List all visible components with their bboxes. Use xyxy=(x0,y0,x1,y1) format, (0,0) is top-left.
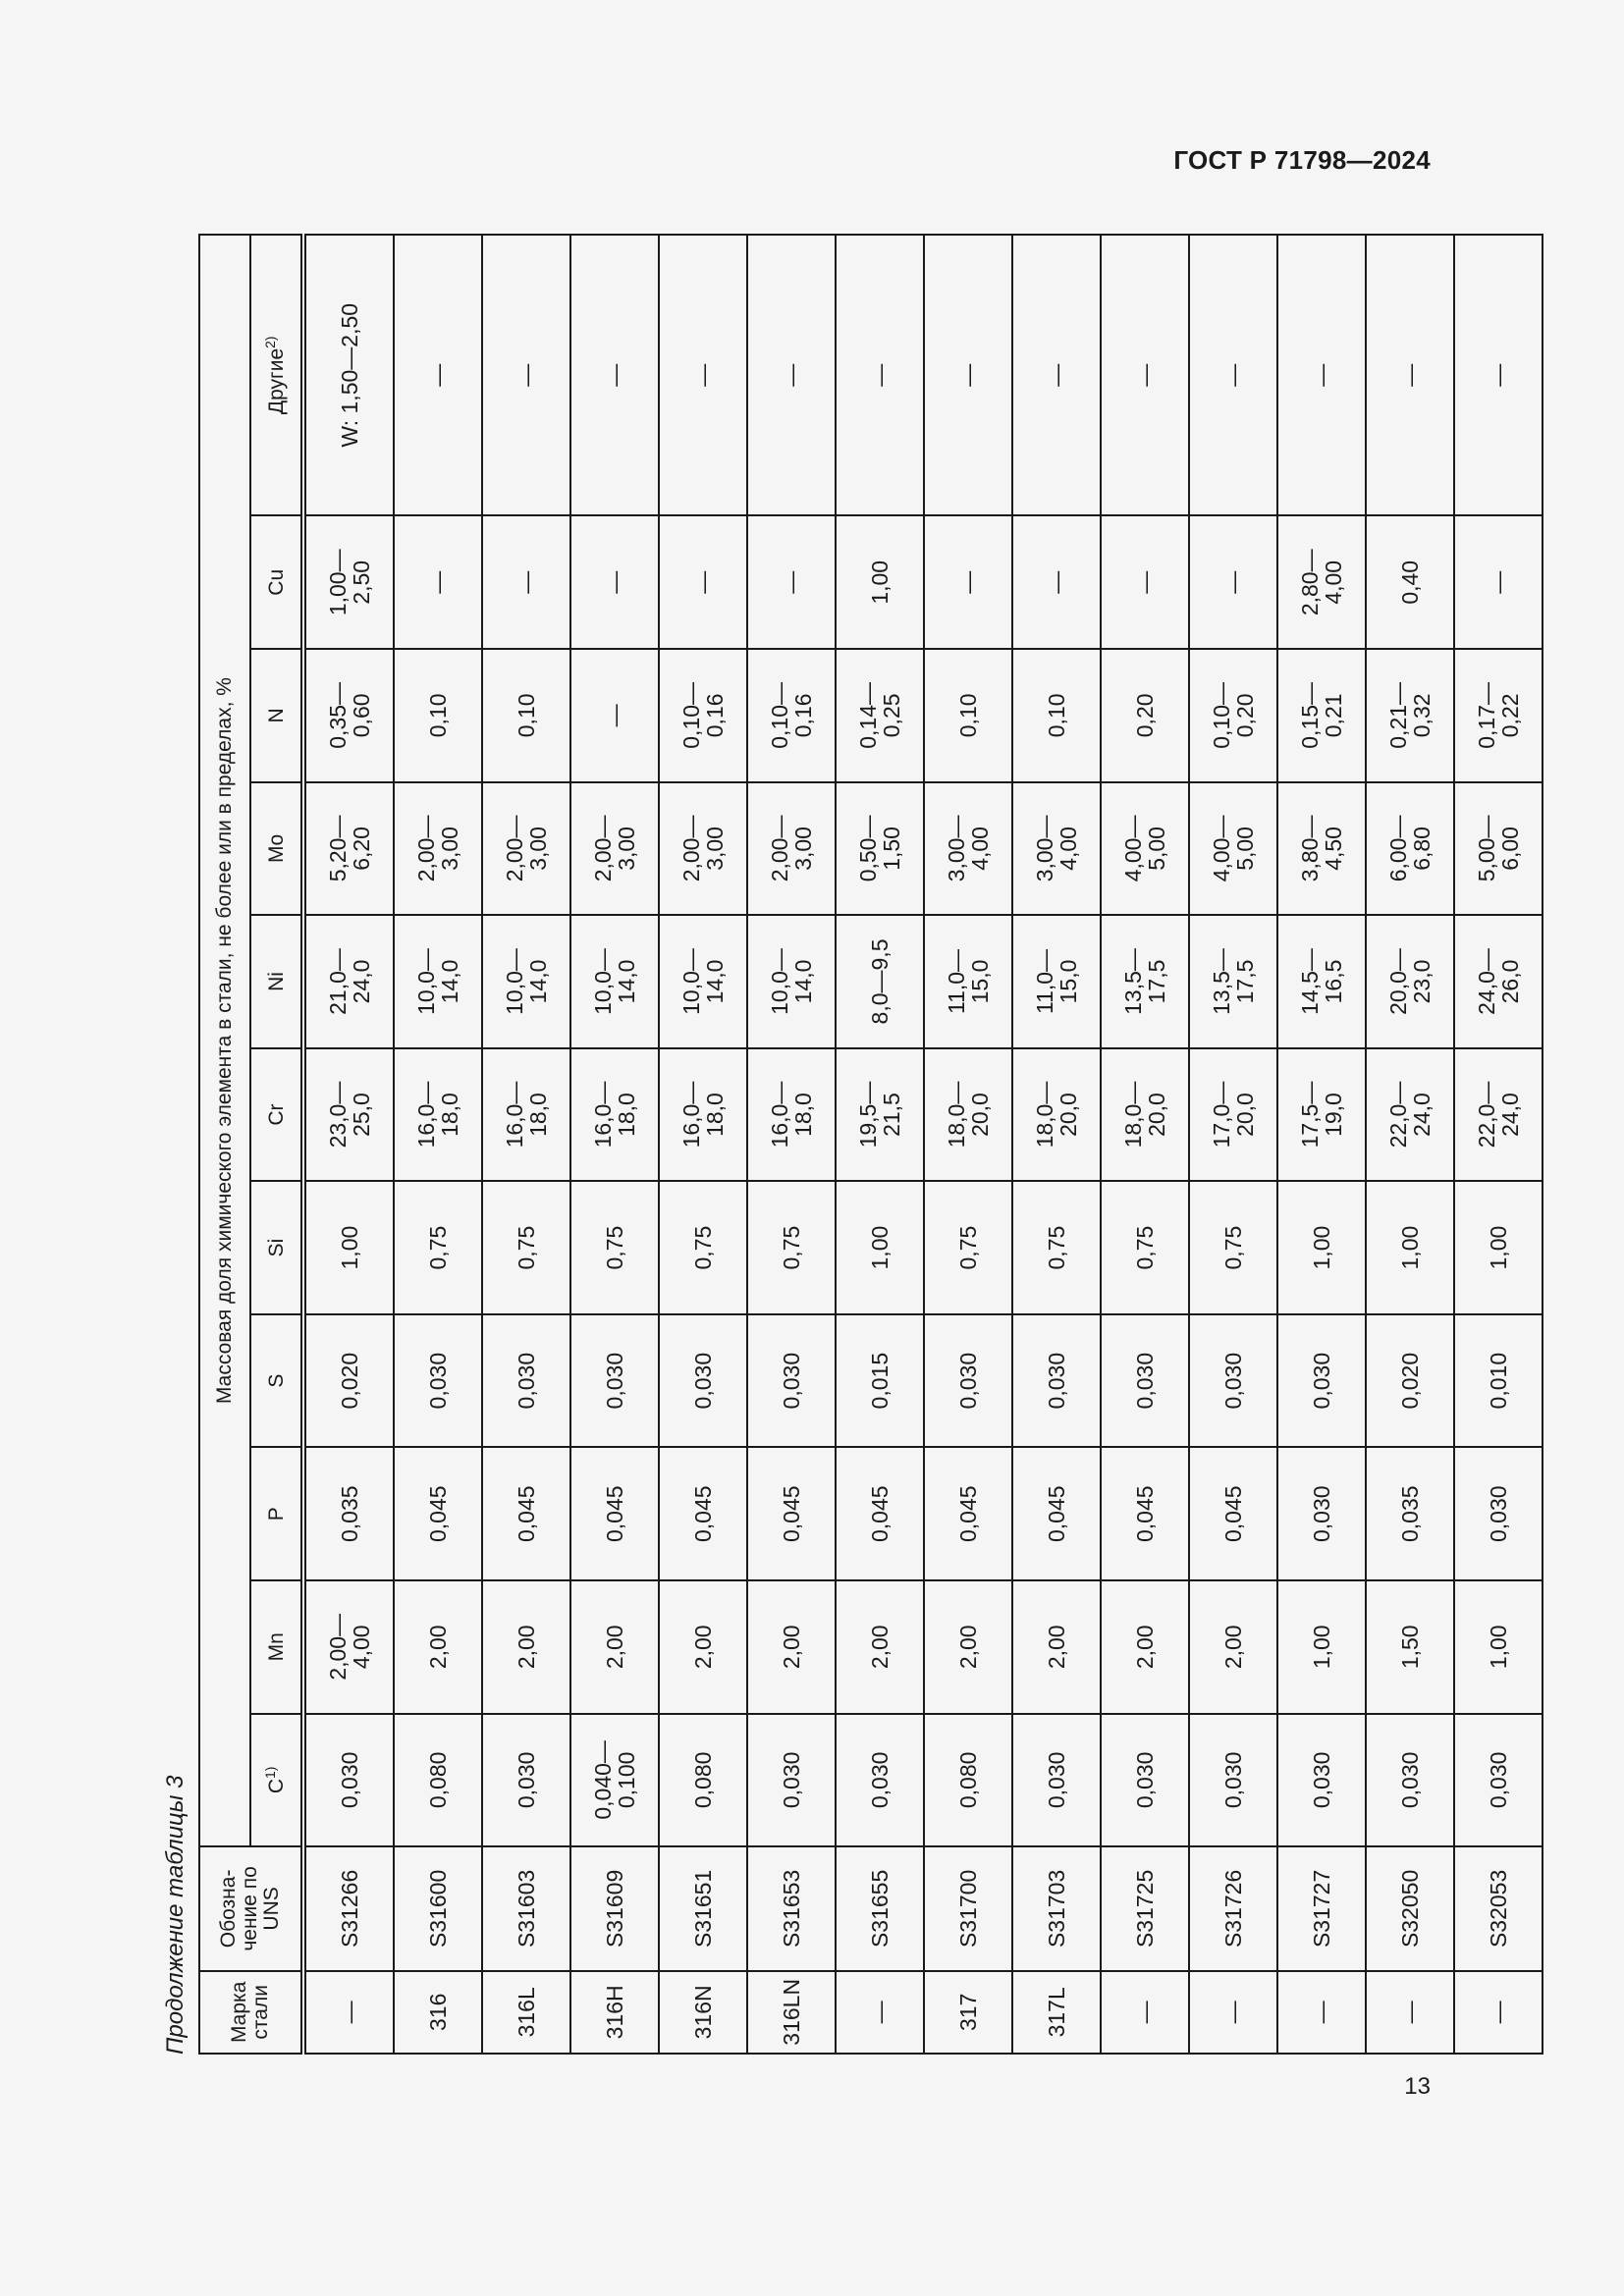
cell-value: — xyxy=(1012,516,1101,650)
cell-grade: — xyxy=(1189,1971,1277,2054)
cell-value: 1,00 xyxy=(1366,1181,1454,1314)
cell-value: 16,0— 18,0 xyxy=(394,1048,482,1182)
cell-value: 0,030 xyxy=(1189,1314,1277,1448)
cell-value: 0,030 xyxy=(1366,1714,1454,1847)
cell-value: 2,00 xyxy=(836,1580,924,1714)
cell-value: 0,15— 0,21 xyxy=(1277,649,1366,782)
table-row xyxy=(659,235,747,2054)
cell-value: 0,030 xyxy=(747,1314,836,1448)
cell-value: 0,17— 0,22 xyxy=(1454,649,1543,782)
cell-value: 0,030 xyxy=(924,1314,1012,1448)
cell-grade: — xyxy=(303,1971,394,2054)
header-uns: Обозна- чение по UNS xyxy=(199,1846,303,1971)
cell-value: 0,045 xyxy=(570,1447,659,1580)
cell-grade: 316H xyxy=(570,1971,659,2054)
cell-value: 0,030 xyxy=(1277,1447,1366,1580)
cell-value: 0,50— 1,50 xyxy=(836,782,924,916)
table-row xyxy=(1277,235,1366,2054)
cell-value: — xyxy=(394,516,482,650)
cell-grade: — xyxy=(1454,1971,1543,2054)
cell-value: 0,10— 0,20 xyxy=(1189,649,1277,782)
cell-value: 0,020 xyxy=(303,1314,394,1448)
cell-value: 0,75 xyxy=(1012,1181,1101,1314)
table-row xyxy=(1012,235,1101,2054)
cell-value: 0,010 xyxy=(1454,1314,1543,1448)
table-caption: Продолжение таблицы 3 xyxy=(162,1775,189,2055)
cell-value: 0,20 xyxy=(1101,649,1189,782)
cell-value: 0,75 xyxy=(924,1181,1012,1314)
cell-value: 2,00 xyxy=(747,1580,836,1714)
cell-grade: 316 xyxy=(394,1971,482,2054)
cell-value: 0,030 xyxy=(1101,1314,1189,1448)
cell-value: 16,0— 18,0 xyxy=(482,1048,570,1182)
cell-value: 0,045 xyxy=(1101,1447,1189,1580)
cell-grade: — xyxy=(1277,1971,1366,2054)
cell-grade: 316N xyxy=(659,1971,747,2054)
header-element: N xyxy=(250,649,303,782)
cell-value: 3,00— 4,00 xyxy=(924,782,1012,916)
cell-value: — xyxy=(570,235,659,516)
cell-value: 22,0— 24,0 xyxy=(1366,1048,1454,1182)
cell-value: 0,030 xyxy=(570,1314,659,1448)
cell-value: 0,75 xyxy=(1189,1181,1277,1314)
cell-value: 14,5— 16,5 xyxy=(1277,915,1366,1048)
cell-value: 23,0— 25,0 xyxy=(303,1048,394,1182)
header-element: Si xyxy=(250,1181,303,1314)
cell-value: 1,00 xyxy=(1277,1580,1366,1714)
cell-value: 1,00 xyxy=(836,1181,924,1314)
cell-value: 0,10 xyxy=(482,649,570,782)
cell-value: 8,0—9,5 xyxy=(836,915,924,1048)
cell-uns: S31725 xyxy=(1101,1846,1189,1971)
cell-value: 2,00— 3,00 xyxy=(659,782,747,916)
cell-value: 18,0— 20,0 xyxy=(1101,1048,1189,1182)
steel-composition-table xyxy=(198,234,1543,2055)
cell-value: 0,10— 0,16 xyxy=(659,649,747,782)
cell-value: 0,030 xyxy=(482,1714,570,1847)
cell-uns: S32053 xyxy=(1454,1846,1543,1971)
cell-value: 0,75 xyxy=(1101,1181,1189,1314)
cell-value: 5,00— 6,00 xyxy=(1454,782,1543,916)
cell-uns: S31655 xyxy=(836,1846,924,1971)
cell-value: 21,0— 24,0 xyxy=(303,915,394,1048)
cell-value: — xyxy=(570,649,659,782)
cell-value: — xyxy=(1189,516,1277,650)
cell-value: 0,035 xyxy=(1366,1447,1454,1580)
cell-uns: S31726 xyxy=(1189,1846,1277,1971)
cell-value: 1,00— 2,50 xyxy=(303,516,394,650)
cell-value: — xyxy=(924,235,1012,516)
cell-value: 0,75 xyxy=(482,1181,570,1314)
cell-value: 5,20— 6,20 xyxy=(303,782,394,916)
cell-value: 3,80— 4,50 xyxy=(1277,782,1366,916)
cell-grade: 317L xyxy=(1012,1971,1101,2054)
table-row xyxy=(924,235,1012,2054)
header-element: P xyxy=(250,1447,303,1580)
document-code: ГОСТ Р 71798—2024 xyxy=(1173,145,1431,175)
header-element: Другие$^{2)}$ xyxy=(250,235,303,516)
cell-value: 2,00 xyxy=(659,1580,747,1714)
header-grade: Марка стали xyxy=(199,1971,303,2054)
header-element: S xyxy=(250,1314,303,1448)
cell-value: 2,00 xyxy=(1189,1580,1277,1714)
cell-value: 18,0— 20,0 xyxy=(1012,1048,1101,1182)
cell-value: 0,10 xyxy=(394,649,482,782)
cell-value: 0,045 xyxy=(747,1447,836,1580)
table-row xyxy=(482,235,570,2054)
cell-value: 22,0— 24,0 xyxy=(1454,1048,1543,1182)
cell-value: 0,040— 0,100 xyxy=(570,1714,659,1847)
header-element: Mn xyxy=(250,1580,303,1714)
cell-value: 0,015 xyxy=(836,1314,924,1448)
table-row xyxy=(303,235,394,2054)
cell-uns: S31603 xyxy=(482,1846,570,1971)
cell-value: 0,030 xyxy=(1454,1714,1543,1847)
cell-value: 0,030 xyxy=(1189,1714,1277,1847)
cell-value: — xyxy=(482,516,570,650)
cell-value: — xyxy=(1277,235,1366,516)
cell-value: 2,00 xyxy=(1012,1580,1101,1714)
cell-value: 0,045 xyxy=(1189,1447,1277,1580)
cell-value: 6,00— 6,80 xyxy=(1366,782,1454,916)
cell-value: — xyxy=(394,235,482,516)
cell-value: 0,080 xyxy=(924,1714,1012,1847)
table-row xyxy=(747,235,836,2054)
cell-value: 16,0— 18,0 xyxy=(570,1048,659,1182)
header-element: Cu xyxy=(250,516,303,650)
cell-value: 2,00— 3,00 xyxy=(394,782,482,916)
cell-uns: S31700 xyxy=(924,1846,1012,1971)
cell-value: 0,045 xyxy=(659,1447,747,1580)
cell-value: 10,0— 14,0 xyxy=(659,915,747,1048)
cell-value: 0,045 xyxy=(1012,1447,1101,1580)
cell-value: 0,045 xyxy=(924,1447,1012,1580)
cell-value: — xyxy=(1454,235,1543,516)
cell-value: 0,030 xyxy=(1277,1714,1366,1847)
cell-value: 10,0— 14,0 xyxy=(570,915,659,1048)
cell-value: — xyxy=(1366,235,1454,516)
cell-value: 0,40 xyxy=(1366,516,1454,650)
cell-uns: S32050 xyxy=(1366,1846,1454,1971)
cell-value: — xyxy=(482,235,570,516)
cell-value: 24,0— 26,0 xyxy=(1454,915,1543,1048)
cell-grade: 317 xyxy=(924,1971,1012,2054)
cell-value: 17,0— 20,0 xyxy=(1189,1048,1277,1182)
page-number: 13 xyxy=(1404,2073,1431,2100)
cell-value: 0,030 xyxy=(836,1714,924,1847)
cell-value: 1,00 xyxy=(1454,1181,1543,1314)
cell-value: 0,030 xyxy=(394,1314,482,1448)
cell-value: 4,00— 5,00 xyxy=(1101,782,1189,916)
cell-value: 13,5— 17,5 xyxy=(1189,915,1277,1048)
cell-value: 0,35— 0,60 xyxy=(303,649,394,782)
cell-uns: S31651 xyxy=(659,1846,747,1971)
cell-value: — xyxy=(1454,516,1543,650)
cell-value: 18,0— 20,0 xyxy=(924,1048,1012,1182)
cell-value: 10,0— 14,0 xyxy=(394,915,482,1048)
cell-grade: — xyxy=(1366,1971,1454,2054)
cell-value: 0,030 xyxy=(659,1314,747,1448)
cell-value: 1,00 xyxy=(836,516,924,650)
cell-value: 0,030 xyxy=(482,1314,570,1448)
cell-uns: S31727 xyxy=(1277,1846,1366,1971)
cell-value: 20,0— 23,0 xyxy=(1366,915,1454,1048)
header-element: Cr xyxy=(250,1048,303,1182)
cell-grade: — xyxy=(1101,1971,1189,2054)
cell-value: 0,080 xyxy=(394,1714,482,1847)
cell-value: 0,030 xyxy=(1012,1314,1101,1448)
cell-value: 4,00— 5,00 xyxy=(1189,782,1277,916)
table-row xyxy=(570,235,659,2054)
header-mass-fraction: Массовая доля химического элемента в стали, не более или в пределах, % xyxy=(199,235,250,1846)
cell-value: 0,75 xyxy=(570,1181,659,1314)
header-element: Mo xyxy=(250,782,303,916)
cell-value: 0,045 xyxy=(394,1447,482,1580)
cell-uns: S31266 xyxy=(303,1846,394,1971)
cell-value: 0,10 xyxy=(1012,649,1101,782)
cell-value: 11,0— 15,0 xyxy=(1012,915,1101,1048)
cell-value: — xyxy=(570,516,659,650)
cell-value: 0,10 xyxy=(924,649,1012,782)
cell-value: 0,080 xyxy=(659,1714,747,1847)
cell-value: 0,035 xyxy=(303,1447,394,1580)
cell-value: 1,00 xyxy=(1454,1580,1543,1714)
cell-value: 0,030 xyxy=(303,1714,394,1847)
cell-value: — xyxy=(659,235,747,516)
cell-value: 2,80— 4,00 xyxy=(1277,516,1366,650)
cell-value: 0,75 xyxy=(747,1181,836,1314)
cell-value: 0,045 xyxy=(836,1447,924,1580)
cell-value: — xyxy=(747,235,836,516)
table-row xyxy=(836,235,924,2054)
header-element: $C^{1)}$ xyxy=(250,1714,303,1847)
cell-uns: S31653 xyxy=(747,1846,836,1971)
header-element: Ni xyxy=(250,915,303,1048)
rotated-table-block xyxy=(157,234,1523,2055)
table-row xyxy=(1454,235,1543,2054)
cell-value: 2,00 xyxy=(924,1580,1012,1714)
cell-value: 0,030 xyxy=(1454,1447,1543,1580)
cell-value: 0,020 xyxy=(1366,1314,1454,1448)
cell-value: 1,00 xyxy=(1277,1181,1366,1314)
cell-value: 2,00 xyxy=(1101,1580,1189,1714)
table-row xyxy=(1189,235,1277,2054)
cell-value: 0,030 xyxy=(747,1714,836,1847)
cell-grade: 316LN xyxy=(747,1971,836,2054)
cell-value: 13,5— 17,5 xyxy=(1101,915,1189,1048)
cell-value: 0,045 xyxy=(482,1447,570,1580)
cell-value: — xyxy=(1101,235,1189,516)
cell-value: — xyxy=(747,516,836,650)
cell-value: 2,00 xyxy=(482,1580,570,1714)
cell-uns: S31600 xyxy=(394,1846,482,1971)
cell-value: 2,00— 3,00 xyxy=(482,782,570,916)
cell-value: — xyxy=(659,516,747,650)
cell-value: 16,0— 18,0 xyxy=(747,1048,836,1182)
cell-value: — xyxy=(924,516,1012,650)
cell-value: 1,00 xyxy=(303,1181,394,1314)
cell-value: — xyxy=(836,235,924,516)
cell-value: 2,00 xyxy=(570,1580,659,1714)
cell-value: — xyxy=(1012,235,1101,516)
cell-value: 0,030 xyxy=(1277,1314,1366,1448)
cell-value: — xyxy=(1189,235,1277,516)
cell-grade: — xyxy=(836,1971,924,2054)
cell-value: 0,14— 0,25 xyxy=(836,649,924,782)
cell-value: 2,00— 3,00 xyxy=(570,782,659,916)
cell-value: 2,00 xyxy=(394,1580,482,1714)
cell-value: 3,00— 4,00 xyxy=(1012,782,1101,916)
cell-uns: S31703 xyxy=(1012,1846,1101,1971)
cell-uns: S31609 xyxy=(570,1846,659,1971)
cell-value: 16,0— 18,0 xyxy=(659,1048,747,1182)
cell-value: 0,75 xyxy=(394,1181,482,1314)
cell-value: 0,75 xyxy=(659,1181,747,1314)
table-row xyxy=(394,235,482,2054)
cell-value: 19,5— 21,5 xyxy=(836,1048,924,1182)
cell-value: 2,00— 4,00 xyxy=(303,1580,394,1714)
table-row xyxy=(1366,235,1454,2054)
cell-value: 10,0— 14,0 xyxy=(482,915,570,1048)
cell-value: W: 1,50—2,50 xyxy=(303,235,394,516)
cell-value: 0,030 xyxy=(1101,1714,1189,1847)
cell-grade: 316L xyxy=(482,1971,570,2054)
cell-value: 10,0— 14,0 xyxy=(747,915,836,1048)
cell-value: 2,00— 3,00 xyxy=(747,782,836,916)
cell-value: 11,0— 15,0 xyxy=(924,915,1012,1048)
cell-value: — xyxy=(1101,516,1189,650)
cell-value: 1,50 xyxy=(1366,1580,1454,1714)
cell-value: 17,5— 19,0 xyxy=(1277,1048,1366,1182)
cell-value: 0,030 xyxy=(1012,1714,1101,1847)
table-row xyxy=(1101,235,1189,2054)
cell-value: 0,10— 0,16 xyxy=(747,649,836,782)
cell-value: 0,21— 0,32 xyxy=(1366,649,1454,782)
